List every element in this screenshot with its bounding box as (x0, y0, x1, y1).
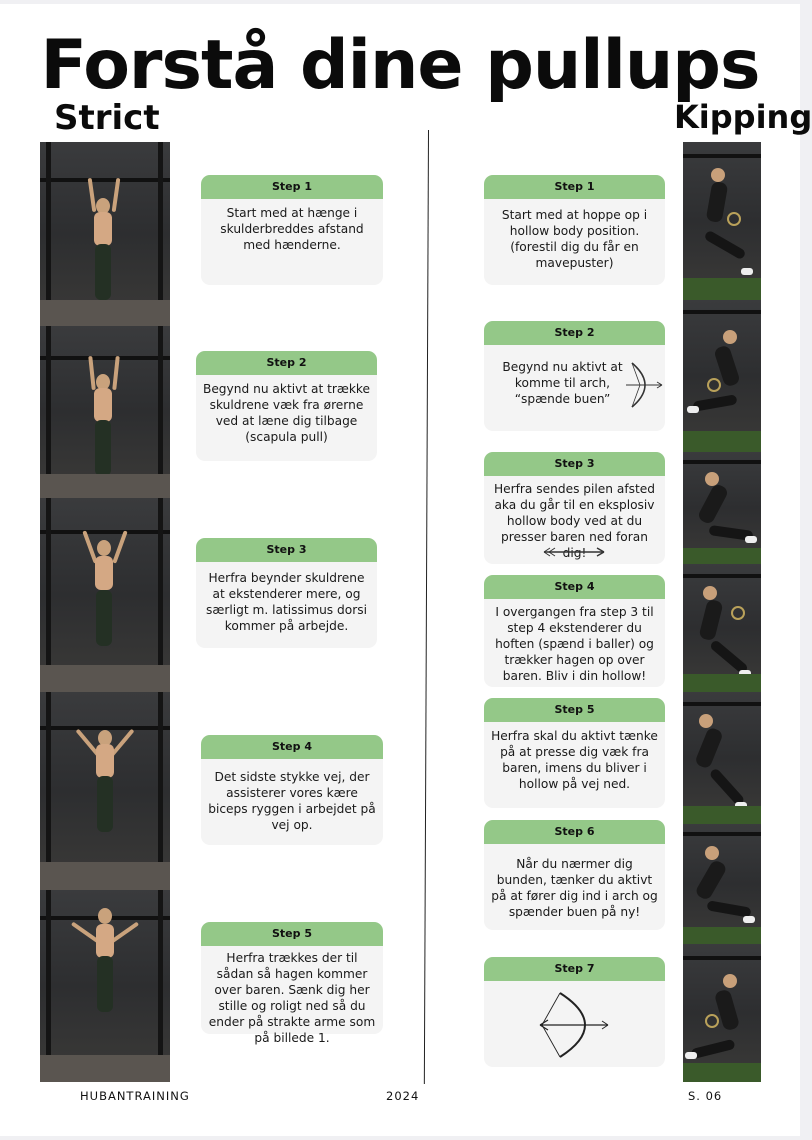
step-text: Det sidste stykke vej, der assisterer vores kære biceps ryggen i arbejdet på vej op. (208, 770, 376, 832)
kipping-photo-3 (683, 452, 761, 564)
strict-photo-5 (40, 890, 170, 1082)
strict-photo-4 (40, 692, 170, 890)
strict-step-1-card (201, 175, 383, 285)
kipping-photo-5 (683, 692, 761, 824)
kipping-step-4-card (484, 575, 665, 687)
strict-step-5-card (201, 922, 383, 1045)
step-label: Step 6 (484, 820, 665, 844)
footer-brand: HUBANTRAINING (80, 1089, 190, 1103)
footer-year: 2024 (386, 1089, 420, 1103)
kipping-step-5-card (484, 698, 665, 808)
step-text: Begynd nu aktivt at komme til arch, “spænde buen” (502, 360, 623, 406)
step-label: Step 7 (484, 957, 665, 981)
step-text: Herfra trækkes der til sådan så hagen kommer over baren. Sænk dig her stille og roligt ned så du ender på strakte arme som på billede 1. (208, 951, 376, 1045)
step-text: Begynd nu aktivt at trække skuldrene væk fra ørerne ved at læne dig tilbage (scapula pull) (202, 382, 371, 444)
kipping-photo-4 (683, 564, 761, 692)
bow-and-arrow-icon (624, 359, 664, 411)
kipping-step-6-card (484, 820, 665, 930)
strict-step-4-card (201, 735, 383, 845)
step-label: Step 3 (196, 538, 377, 562)
step-label: Step 2 (484, 321, 665, 345)
kipping-step-3-card (484, 452, 665, 564)
step-label: Step 4 (201, 735, 383, 759)
step-text: Start med at hænge i skulderbreddes afstand med hænderne. (220, 206, 364, 252)
step-text: Når du nærmer dig bunden, tænker du aktivt på at fører dig ind i arch og spænder buen på ny! (491, 857, 658, 919)
page-title: Forstå dine pullups (40, 26, 760, 105)
strict-photo-3 (40, 498, 170, 692)
step-label: Step 2 (196, 351, 377, 375)
step-text: Herfra sendes pilen afsted aka du går til en eksplosiv hollow body ved at du presser baren ned foran dig! (493, 482, 656, 560)
page (0, 4, 812, 1136)
kipping-photo-6 (683, 824, 761, 944)
footer-page-number: S. 06 (688, 1089, 723, 1103)
strict-step-2-card (196, 351, 377, 461)
bow-drawn-icon (538, 989, 612, 1061)
strict-heading: Strict (54, 98, 160, 138)
kipping-photo-2 (683, 300, 761, 452)
kipping-photo-7 (683, 944, 761, 1082)
step-label: Step 4 (484, 575, 665, 599)
step-label: Step 5 (484, 698, 665, 722)
kipping-photo-1 (683, 142, 761, 300)
step-label: Step 1 (484, 175, 665, 199)
step-text: I overgangen fra step 3 til step 4 ekstenderer du hoften (spænd i baller) og trækker hagen op over baren. Bliv i din hollow! (495, 605, 654, 683)
kipping-step-7-card (484, 957, 665, 1067)
strict-photo-2 (40, 326, 170, 498)
strict-photo-1 (40, 142, 170, 326)
step-label: Step 3 (484, 452, 665, 476)
step-text: Herfra skal du aktivt tænke på at presse dig væk fra baren, imens du bliver i hollow på vej ned. (491, 729, 658, 791)
kipping-step-1-card (484, 175, 665, 285)
kipping-step-2-card (484, 321, 665, 431)
strict-step-3-card (196, 538, 377, 648)
step-label: Step 5 (201, 922, 383, 946)
step-label: Step 1 (201, 175, 383, 199)
step-text: Start med at hoppe op i hollow body position. (forestil dig du får en mavepuster) (501, 208, 648, 270)
column-divider (424, 130, 429, 1084)
kipping-heading: Kipping (674, 98, 812, 136)
step-text: Herfra beynder skuldrene at ekstenderer mere, og særligt m. latissimus dorsi kommer på arbejde. (206, 571, 367, 633)
arrow-icon (540, 546, 610, 558)
